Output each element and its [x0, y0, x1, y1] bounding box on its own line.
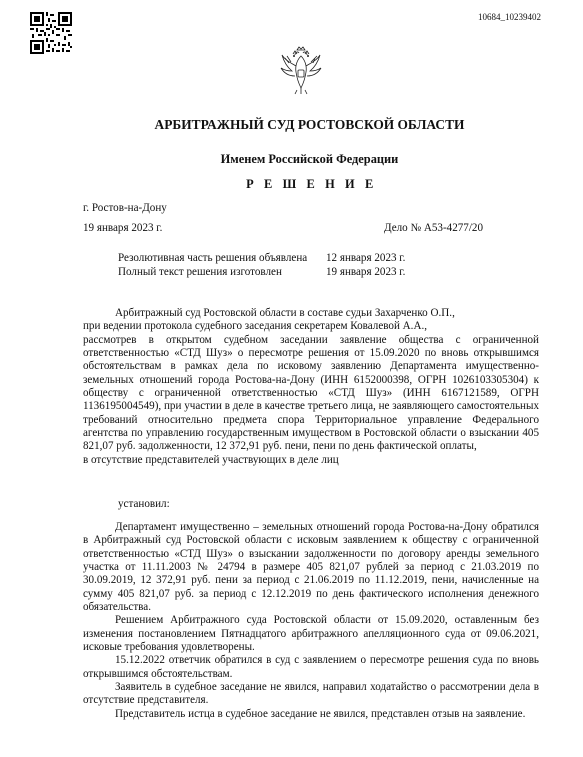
document-id: 10684_10239402	[478, 12, 541, 22]
decision-title: Р Е Ш Е Н И Е	[246, 177, 377, 191]
case-number: Дело № А53-4277/20	[384, 222, 484, 234]
body-paragraph-2: Решением Арбитражного суда Ростовской области от 15.09.2020, оставленным без изменения постановлением Пятнадцатого арбитражного апелляционного суда от 09.06.2021, исковые требования удовлетворены.	[83, 614, 539, 654]
resolution-label: Резолютивная часть решения объявлена	[118, 252, 308, 264]
federation-heading: Именем Российской Федерации	[220, 152, 399, 166]
resolution-date: 12 января 2023 г.	[326, 252, 406, 264]
intro-paragraph: рассмотрев в открытом судебном заседании заявление общества с ограниченной ответственностью «СТД Шуз» о пересмотре решения от 15.09.2020 по вновь открывшимся обстоятельствам в рамках дела по исковому заявлению Департамента имущественно-земельных отношений города Ростова-на-Дону (ИНН 6152000398, ОГРН 1026103305304) к обществу с ограниченной ответственностью «СТД Шуз» (ИНН 6167121589, ОГРН 1136195004549), при участии в деле в качестве третьего лица, не заявляющего самостоятельных требований относительно предмета спора Территориальное управление Федерального агентства по управлению государственным имуществом в Ростовской области о взыскании 405 821,07 руб. задолженности, 12 372,91 руб. пени, пени по день фактической оплаты,	[83, 333, 539, 453]
body-block	[83, 521, 539, 721]
intro-line-last: в отсутствие представителей участвующих в деле лиц	[83, 453, 339, 466]
intro-line-1: Арбитражный суд Ростовской области в составе судьи Захарченко О.П.,	[115, 307, 455, 319]
body-paragraph-3: 15.12.2022 ответчик обратился в суд с заявлением о пересмотре решения суда по вновь открывшимся обстоятельствам.	[83, 654, 539, 680]
body-paragraph-4: Заявитель в судебное заседание не явился, направил ходатайство о рассмотрении дела в отсутствие представителя.	[83, 681, 539, 707]
established-label: установил:	[118, 498, 170, 510]
qr-code	[30, 12, 72, 54]
intro-block	[83, 307, 539, 467]
intro-line-2: при ведении протокола судебного заседания секретарем Ковалевой А.А.,	[83, 320, 428, 333]
city: г. Ростов-на-Дону	[83, 202, 167, 214]
court-name: АРБИТРАЖНЫЙ СУД РОСТОВСКОЙ ОБЛАСТИ	[154, 117, 465, 132]
fulltext-label: Полный текст решения изготовлен	[118, 266, 282, 278]
body-paragraph-1: Департамент имущественно – земельных отношений города Ростова-на-Дону обратился в Арбитражный суд Ростовской области с исковым заявлением к обществу с ограниченной ответственностью «СТД Шуз» о взыскании задолженности по договору аренды земельного участка от 11.11.2003 № 24794 в размере 405 821,07 рублей за период с 21.03.2019 по 30.09.2019, 12 372,91 руб. пени за период с 21.06.2019 по 11.12.2019, пени, начисленные на сумму 405 821,07 руб. за период с 12.12.2019 по день фактического исполнения денежного обязательства.	[83, 521, 539, 614]
body-paragraph-5: Представитель истца в судебное заседание не явился, представлен отзыв на заявление.	[115, 707, 526, 720]
coat-of-arms-icon	[279, 46, 323, 96]
fulltext-date: 19 января 2023 г.	[326, 266, 406, 278]
decision-date: 19 января 2023 г.	[83, 222, 163, 234]
